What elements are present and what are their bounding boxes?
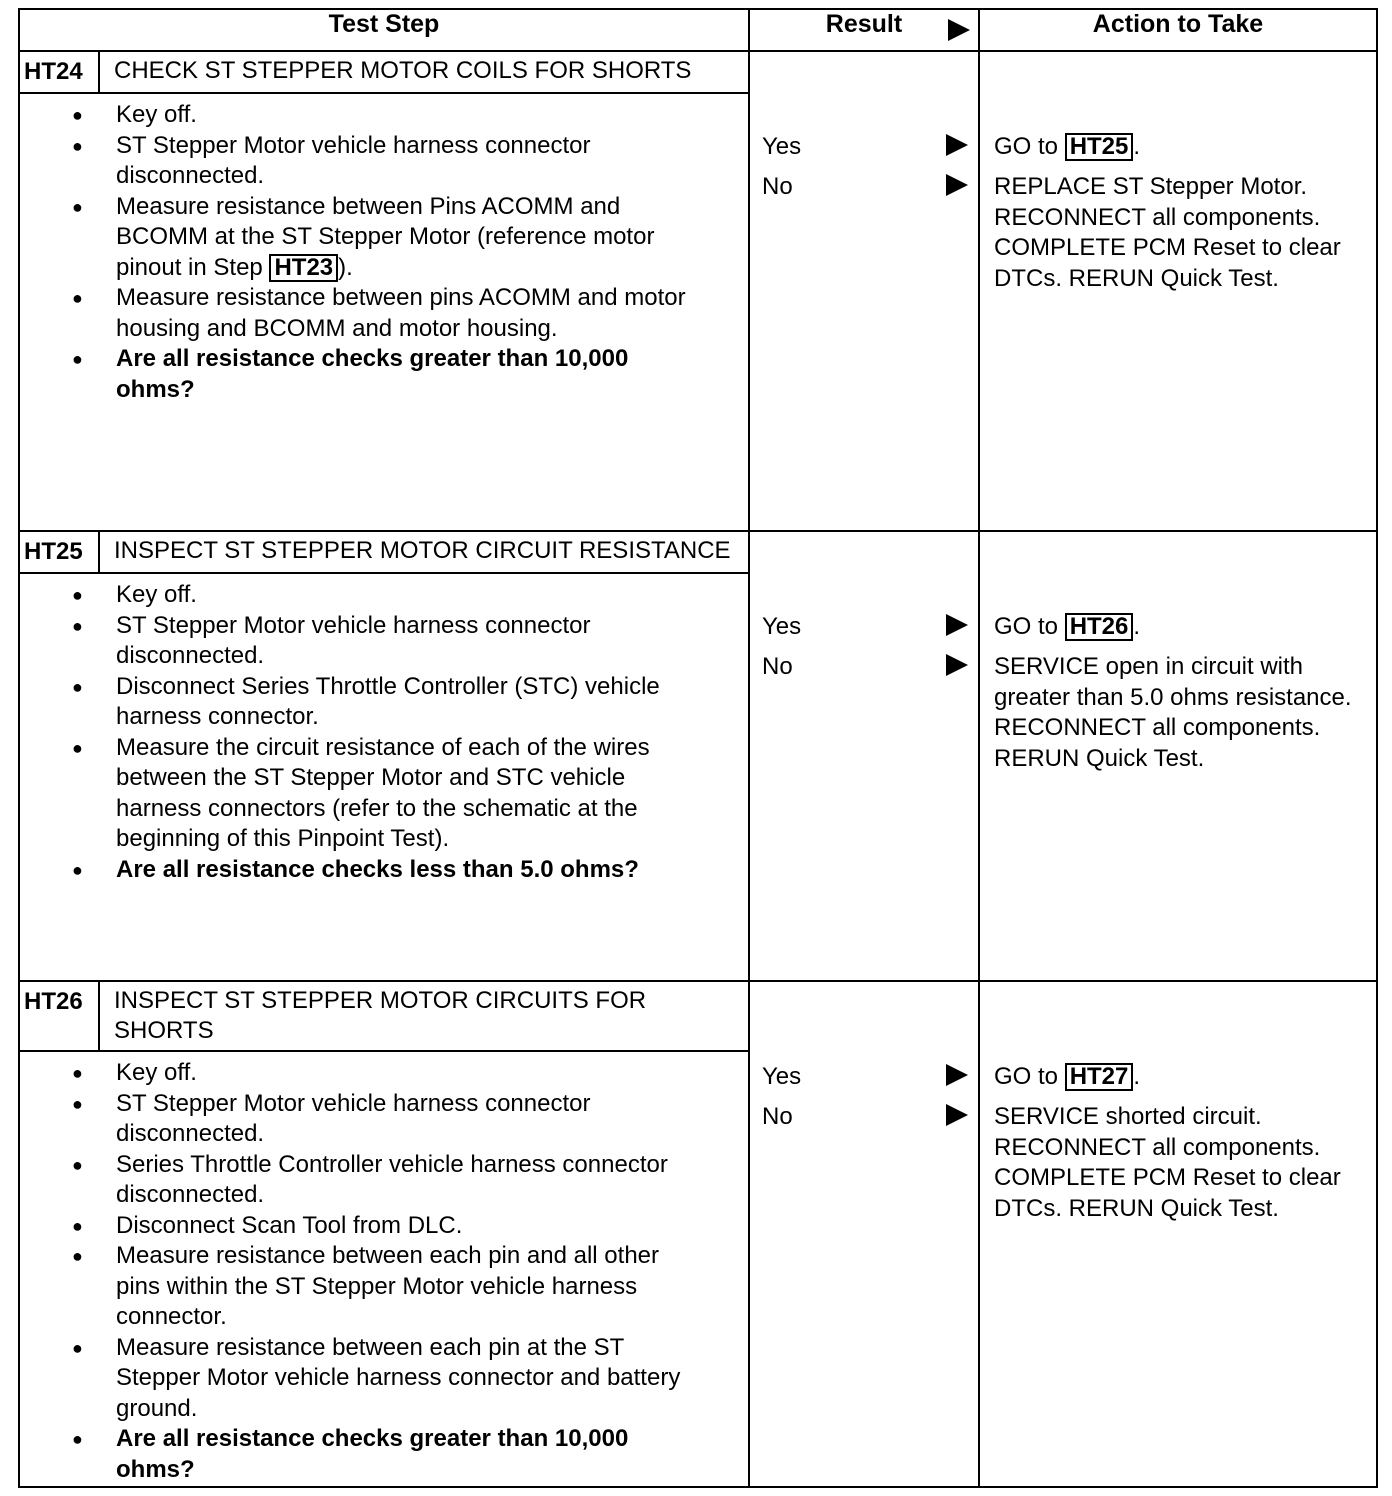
list-item [116,192,708,284]
bullet-text: Measure resistance between Pins ACOMM and BCOMM at the ST Stepper Motor [116,192,621,250]
action-yes-end: . [1133,613,1141,640]
result-no [762,652,968,692]
table-row [19,981,1377,1487]
step-bullets [20,1052,748,1485]
action-cell [979,981,1377,1487]
result-no-label: No [762,1103,793,1130]
list-item-question: ● Are all resistance checks greater than 10,000 ohms? [116,344,708,405]
test-step-cell [19,981,749,1487]
bullet-text-end: ). [338,253,353,281]
step-reference: HT27 [1065,1063,1134,1091]
list-item: ● Disconnect Scan Tool from DLC. [116,1211,708,1242]
result-cell [749,51,979,531]
table-row [19,531,1377,981]
header-result-label: Result [825,10,903,38]
list-item: ● ST Stepper Motor vehicle harness connector disconnected. [116,131,708,192]
list-item: ● Measure resistance between each pin at the ST Stepper Motor vehicle harness connector and battery ground. [116,1333,708,1425]
arrow-right-icon [946,654,968,676]
step-id: HT25 [20,532,100,572]
test-step-cell [19,51,749,531]
pinpoint-test-table [18,8,1378,1488]
result-no-label: No [762,173,793,200]
table-row [19,51,1377,531]
list-item: ● Series Throttle Controller vehicle harness connector disconnected. [116,1150,708,1211]
list-item-question: ● Are all resistance checks greater than 10,000 ohms? [116,1424,708,1485]
arrow-right-icon [946,1064,968,1086]
arrow-right-icon [946,614,968,636]
action-yes-text: GO to [994,613,1065,640]
step-bullets [20,574,748,885]
action-no: REPLACE ST Stepper Motor. RECONNECT all components. COMPLETE PCM Reset to clear DTCs. RERUN Quick Test. [994,173,1341,292]
action-yes [994,1062,1362,1102]
result-yes-label: Yes [762,613,802,640]
list-item: ● ST Stepper Motor vehicle harness connector disconnected. [116,611,708,672]
result-yes [762,612,968,652]
arrow-right-icon [946,174,968,196]
step-heading [20,532,748,574]
header-test-step: Test Step [19,9,749,51]
action-yes-end: . [1133,133,1141,160]
list-item: ● Disconnect Series Throttle Controller (STC) vehicle harness connector. [116,672,708,733]
list-item: ● Measure the circuit resistance of each of the wires between the ST Stepper Motor and STC vehicle harness connectors (refer to the schematic at the beginning of this Pinpoint Test). [116,733,708,855]
action-cell [979,51,1377,531]
arrow-right-icon [946,1104,968,1126]
result-yes [762,132,968,172]
step-id: HT26 [20,982,100,1050]
table-header-row [19,9,1377,51]
step-id: HT24 [20,52,100,92]
action-yes [994,612,1362,652]
header-action: Action to Take [979,9,1377,51]
result-cell [749,981,979,1487]
step-reference: HT25 [1065,133,1134,161]
test-step-cell [19,531,749,981]
list-item: ● Key off. [116,1058,708,1089]
result-no [762,172,968,212]
step-heading [20,982,748,1052]
pinpoint-test-page [18,8,1376,1486]
result-cell [749,531,979,981]
step-reference: HT23 [269,254,338,282]
action-cell [979,531,1377,981]
result-yes-label: Yes [762,1063,802,1090]
step-title: INSPECT ST STEPPER MOTOR CIRCUITS FOR SHORTS [114,987,647,1044]
list-item: ● Key off. [116,100,708,131]
list-item: ● ST Stepper Motor vehicle harness connector disconnected. [116,1089,708,1150]
arrow-right-icon [948,19,970,41]
action-yes [994,132,1362,172]
action-yes-text: GO to [994,133,1065,160]
result-no [762,1102,968,1142]
result-yes [762,1062,968,1102]
list-item-question: ● Are all resistance checks less than 5.0 ohms? [116,855,708,886]
step-title: INSPECT ST STEPPER MOTOR CIRCUIT RESISTANCE [114,537,731,564]
list-item: ● Measure resistance between each pin and all other pins within the ST Stepper Motor vehicle harness connector. [116,1241,708,1333]
step-bullets [20,94,748,405]
action-yes-end: . [1133,1063,1141,1090]
action-no: SERVICE open in circuit with greater than 5.0 ohms resistance. RECONNECT all components. RERUN Quick Test. [994,653,1352,772]
arrow-right-icon [946,134,968,156]
list-item: ● Key off. [116,580,708,611]
action-no: SERVICE shorted circuit. RECONNECT all components. COMPLETE PCM Reset to clear DTCs. RERUN Quick Test. [994,1103,1341,1222]
action-yes-text: GO to [994,1063,1065,1090]
result-yes-label: Yes [762,133,802,160]
step-reference: HT26 [1065,613,1134,641]
header-result [749,9,979,51]
result-no-label: No [762,653,793,680]
step-heading [20,52,748,94]
step-title: CHECK ST STEPPER MOTOR COILS FOR SHORTS [114,57,692,84]
bullet-text-suffix: (reference motor pinout in Step [116,223,655,281]
list-item: ● Measure resistance between pins ACOMM and motor housing and BCOMM and motor housing. [116,283,708,344]
